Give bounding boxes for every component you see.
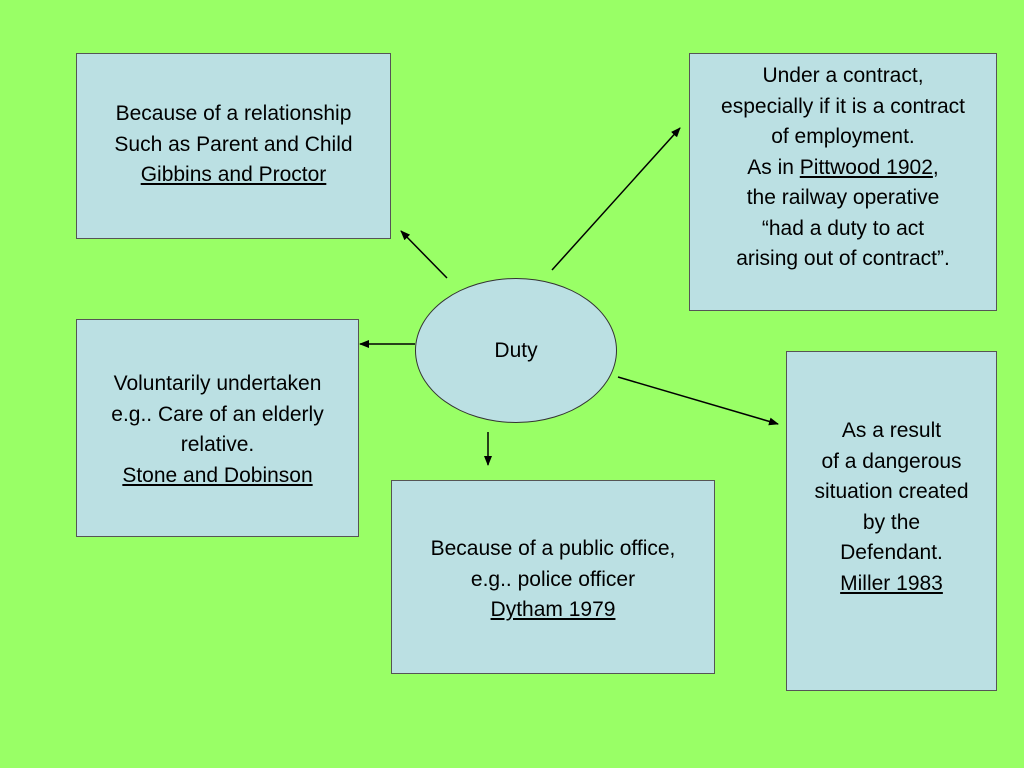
public-office-line-2: e.g.. police officer: [470, 567, 636, 591]
relationship-case: Gibbins and Proctor: [140, 163, 327, 186]
dangerous-line-2: of a dangerous: [821, 449, 962, 473]
public-office-box: [391, 480, 715, 674]
duty-node: [415, 278, 617, 423]
voluntary-case: Stone and Dobinson: [122, 463, 313, 487]
voluntary-line-1: Voluntarily undertaken: [113, 372, 322, 395]
public-office-line-1: Because of a public office,: [430, 537, 676, 560]
contract-line-1: Under a contract,: [762, 64, 924, 87]
voluntary-box: [76, 319, 359, 537]
dangerous-line-1: As a result: [841, 419, 942, 442]
contract-box: [689, 53, 997, 311]
relationship-box: [76, 53, 391, 239]
duty-label: Duty: [494, 339, 538, 362]
relationship-line-2: Such as Parent and Child: [114, 132, 353, 156]
arrow-to-relationship: [401, 231, 447, 278]
contract-line-3: of employment.: [771, 125, 915, 148]
relationship-line-1: Because of a relationship: [115, 102, 352, 125]
contract-line-4: [747, 153, 938, 184]
voluntary-line-2: e.g.. Care of an elderly: [111, 402, 324, 426]
arrow-to-dangerous: [618, 377, 778, 424]
contract-line-7: arising out of contract”.: [736, 247, 950, 270]
dangerous-situation-box: [786, 351, 997, 691]
dangerous-case: Miller 1983: [840, 571, 943, 595]
contract-line-2: especially if it is a contract: [721, 94, 965, 118]
contract-case: Pittwood 1902: [799, 155, 933, 179]
contract-line-5: the railway operative: [746, 186, 940, 209]
dangerous-line-5: Defendant.: [840, 541, 943, 564]
contract-as-in: As in: [747, 155, 800, 179]
contract-comma: ,: [932, 155, 939, 179]
dangerous-line-4: by the: [862, 510, 921, 534]
dangerous-line-3: situation created: [814, 480, 969, 503]
voluntary-line-3: relative.: [180, 433, 255, 456]
contract-line-6: “had a duty to act: [761, 216, 925, 240]
arrow-to-contract: [552, 128, 680, 270]
public-office-case: Dytham 1979: [490, 598, 616, 621]
